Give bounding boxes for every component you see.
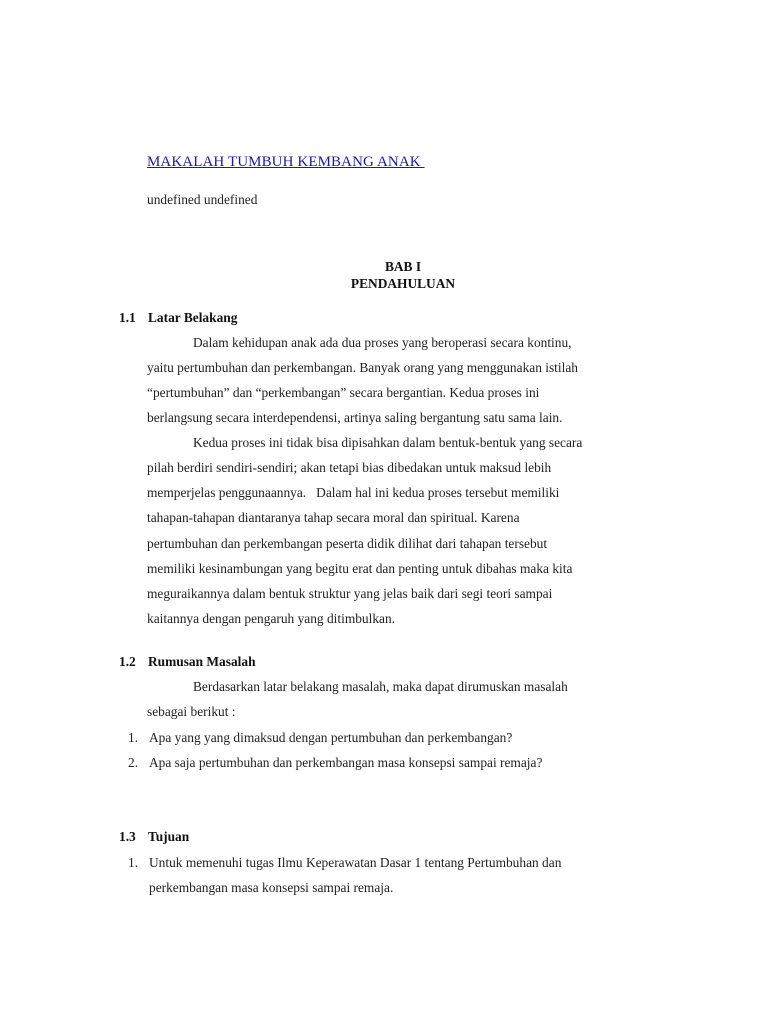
document-title[interactable]: MAKALAH TUMBUH KEMBANG ANAK <box>147 154 425 170</box>
section-number: 1.2 <box>119 654 136 669</box>
section-heading-tujuan <box>119 829 189 845</box>
paragraph-line: memiliki kesinambungan yang begitu erat dan penting untuk dibahas maka kita <box>147 561 573 576</box>
section-heading-latar-belakang <box>119 310 237 326</box>
paragraph-line: sebagai berikut : <box>147 704 236 719</box>
paragraph-line: pilah berdiri sendiri-sendiri; akan tetapi bias dibedakan untuk maksud lebih <box>147 460 552 475</box>
chapter-number: BAB I <box>384 259 422 274</box>
section-title: Tujuan <box>148 829 190 844</box>
document-author: undefined undefined <box>147 192 258 207</box>
paragraph-line: yaitu pertumbuhan dan perkembangan. Banyak orang yang menggunakan istilah <box>147 360 578 375</box>
section-number: 1.1 <box>119 310 136 325</box>
paragraph-line: meguraikannya dalam bentuk struktur yang jelas baik dari segi teori sampai <box>147 586 553 601</box>
paragraph-line: Dalam kehidupan anak ada dua proses yang beroperasi secara kontinu, <box>193 335 572 350</box>
list-item <box>128 855 561 871</box>
section-number: 1.3 <box>119 829 136 844</box>
list-marker: 1. <box>128 855 139 870</box>
chapter-title: PENDAHULUAN <box>350 276 456 291</box>
section-title: Latar Belakang <box>148 310 238 325</box>
paragraph-line: tahapan-tahapan diantaranya tahap secara moral dan spiritual. Karena <box>147 510 520 525</box>
paragraph-line: berlangsung secara interdependensi, artinya saling bergantung satu sama lain. <box>147 410 563 425</box>
list-item-text: Untuk memenuhi tugas Ilmu Keperawatan Dasar 1 tentang Pertumbuhan dan <box>149 855 562 870</box>
list-item <box>128 730 512 746</box>
list-item-text: Apa saja pertumbuhan dan perkembangan masa konsepsi sampai remaja? <box>149 755 543 770</box>
list-marker: 1. <box>128 730 139 745</box>
paragraph-line: pertumbuhan dan perkembangan peserta didik dilihat dari tahapan tersebut <box>147 536 548 551</box>
paragraph-line: “pertumbuhan” dan “perkembangan” secara bergantian. Kedua proses ini <box>147 385 540 400</box>
list-item-continuation: perkembangan masa konsepsi sampai remaja. <box>149 880 394 895</box>
section-title: Rumusan Masalah <box>148 654 256 669</box>
section-heading-rumusan-masalah <box>119 654 256 670</box>
paragraph-line: memperjelas penggunaannya. Dalam hal ini kedua proses tersebut memiliki <box>147 485 560 500</box>
list-marker: 2. <box>128 755 139 770</box>
paragraph-line: Berdasarkan latar belakang masalah, maka dapat dirumuskan masalah <box>193 679 568 694</box>
list-item <box>128 755 542 771</box>
paragraph-line: Kedua proses ini tidak bisa dipisahkan dalam bentuk-bentuk yang secara <box>193 435 583 450</box>
paragraph-line: kaitannya dengan pengaruh yang ditimbulkan. <box>147 611 396 626</box>
list-item-text: Apa yang yang dimaksud dengan pertumbuhan dan perkembangan? <box>149 730 513 745</box>
